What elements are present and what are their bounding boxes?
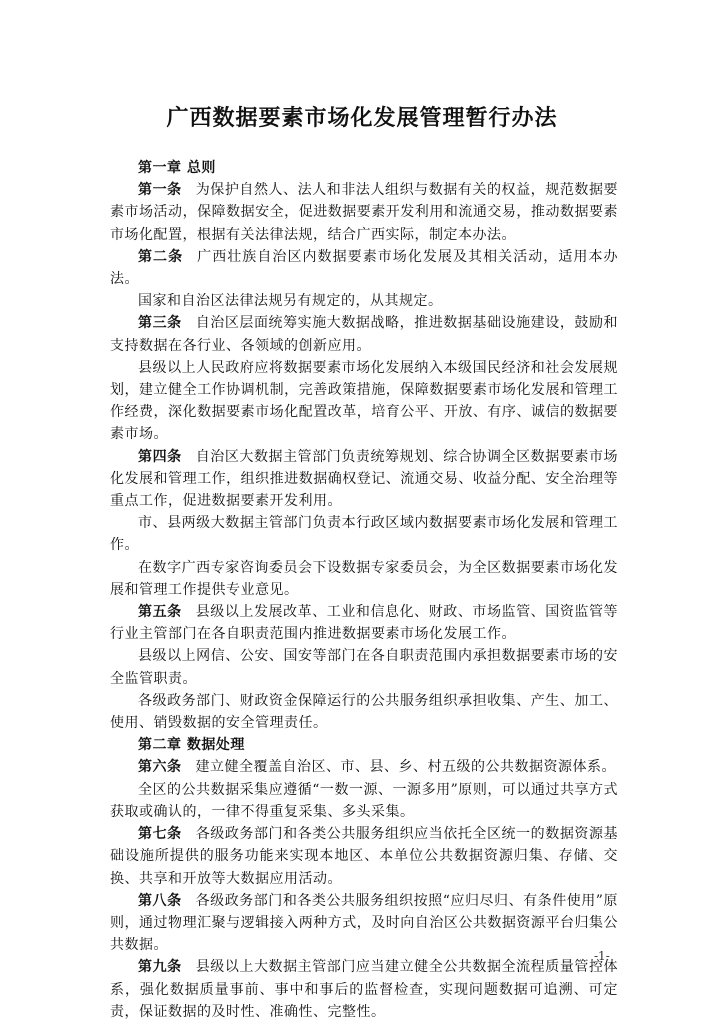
- article-text: 县级以上大数据主管部门应当建立健全公共数据全流程质量管控体系，强化数据质量事前、事中和事后的监督检查，实现问题数据可追溯、可定责，保证数据的及时性、准确性、完整性。: [110, 959, 619, 1020]
- article-label: 第七条: [138, 826, 182, 843]
- paragraph: 全区的公共数据采集应遵循“一数一源、一源多用”原则，可以通过共享方式获取或确认的，一律不得重复采集、多头采集。: [110, 781, 618, 820]
- article-label: 第二条: [138, 248, 184, 265]
- article-text: 各级政务部门和各类公共服务组织按照“应归尽归、有条件使用”原则，通过物理汇聚与逻辑接入两种方式，及时向自治区公共数据资源平台归集公共数据。: [110, 892, 618, 954]
- article-paragraph: [110, 312, 618, 356]
- chapter-heading: 第二章 数据处理: [138, 737, 245, 754]
- article-text: 建立健全覆盖自治区、市、县、乡、村五级的公共数据资源体系。: [195, 759, 616, 776]
- chapter-heading: 第一章 总则: [138, 160, 216, 176]
- article-paragraph: [110, 446, 618, 513]
- article-text: 广西壮族自治区内数据要素市场化发展及其相关活动，适用本办法。: [110, 248, 619, 288]
- page-number: -1-: [594, 949, 610, 963]
- document-title: 广西数据要素市场化发展管理暂行办法: [166, 106, 558, 131]
- paragraph: 各级政务部门、财政资金保障运行的公共服务组织承担收集、产生、加工、使用、销毁数据的安全管理责任。: [110, 692, 618, 732]
- article-paragraph: [110, 890, 618, 957]
- article-paragraph: [110, 956, 618, 1023]
- article-label: 第九条: [138, 959, 182, 976]
- article-text: 各级政务部门和各类公共服务组织应当依托全区统一的数据资源基础设施所提供的服务功能来实现本地区、本单位公共数据资源归集、存储、交换、共享和开放等大数据应用活动。: [110, 826, 619, 887]
- article-label: 第六条: [138, 759, 182, 776]
- article-label: 第四条: [138, 448, 182, 465]
- article-label: 第三条: [138, 315, 182, 332]
- article-label: 第八条: [138, 892, 182, 909]
- paragraph: 市、县两级大数据主管部门负责本行政区域内数据要素市场化发展和管理工作。: [110, 515, 618, 554]
- article-label: 第一条: [138, 182, 182, 199]
- article-text: 为保护自然人、法人和非法人组织与数据有关的权益，规范数据要素市场活动，保障数据安全，促进数据要素开发利用和流通交易，推动数据要素市场化配置，根据有关法律法规，结合广西实际，制定本办法。: [110, 182, 619, 243]
- paragraph: 国家和自治区法律法规另有规定的，从其规定。: [138, 293, 443, 310]
- article-paragraph: [110, 246, 618, 290]
- document-body: [110, 157, 618, 1023]
- article-paragraph: [110, 179, 618, 246]
- article-paragraph: [110, 823, 618, 890]
- article-paragraph: [110, 601, 618, 645]
- article-text: 自治区层面统筹实施大数据战略，推进数据基础设施建设，鼓励和支持数据在各行业、各领域的创新应用。: [110, 315, 619, 354]
- article-text: 县级以上发展改革、工业和信息化、财政、市场监管、国资监管等行业主管部门在各自职责范围内推进数据要素市场化发展工作。: [110, 604, 619, 643]
- article-paragraph: [110, 756, 618, 778]
- article-text: 自治区大数据主管部门负责统筹规划、综合协调全区数据要素市场化发展和管理工作，组织推进数据确权登记、流通交易、收益分配、安全治理等重点工作，促进数据要素开发利用。: [110, 448, 619, 510]
- paragraph: 县级以上人民政府应将数据要素市场化发展纳入本级国民经济和社会发展规划，建立健全工作协调机制，完善政策措施，保障数据要素市场化发展和管理工作经费，深化数据要素市场化配置改革，培育公平、开放、有序、诚信的数据要素市场。: [110, 359, 618, 443]
- paragraph: 在数字广西专家咨询委员会下设数据专家委员会，为全区数据要素市场化发展和管理工作提供专业意见。: [110, 559, 618, 598]
- paragraph: 县级以上网信、公安、国安等部门在各自职责范围内承担数据要素市场的安全监管职责。: [110, 648, 618, 687]
- article-label: 第五条: [138, 604, 182, 621]
